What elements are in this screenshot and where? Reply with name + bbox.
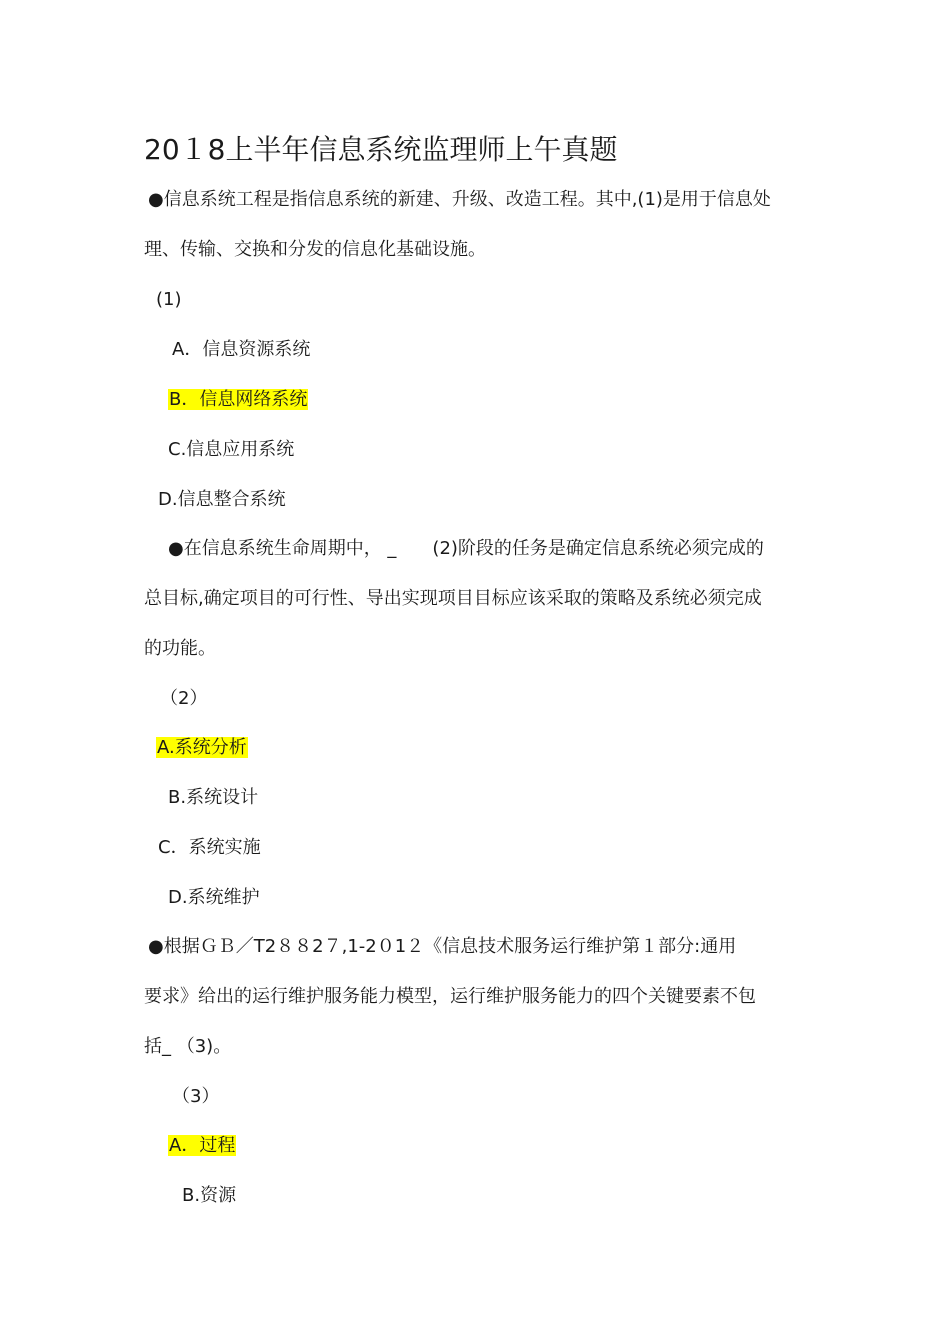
- q1-option-a: A．信息资源系统: [172, 339, 311, 360]
- q3-option-a-answer: A．过程: [169, 1135, 236, 1156]
- q2-option-c: C．系统实施: [158, 837, 261, 858]
- q3-stem-line-2: 要求》给出的运行维护服务能力模型，运行维护服务能力的四个关键要素不包: [144, 986, 756, 1007]
- q3-option-a-line: [168, 1133, 236, 1159]
- q2-number: （2）: [160, 688, 208, 709]
- q3-stem-line-3: 括_ （3)。: [144, 1036, 232, 1057]
- q1-stem-line-2: 理、传输、交换和分发的信息化基础设施。: [144, 239, 486, 260]
- q1-option-b-line: [168, 387, 308, 413]
- q1-stem-line-1: ●信息系统工程是指信息系统的新建、升级、改造工程。其中,(1)是用于信息处: [148, 189, 771, 210]
- q2-option-a-answer: A.系统分析: [157, 737, 247, 758]
- q2-stem-line-2: 总目标,确定项目的可行性、导出实现项目目标应该采取的策略及系统必须完成: [144, 588, 762, 609]
- q1-option-c: C.信息应用系统: [168, 439, 295, 460]
- q2-option-b: B.系统设计: [168, 787, 259, 808]
- q1-option-d: D.信息整合系统: [158, 489, 286, 510]
- q3-stem-line-1: ●根据ＧＢ／T2８８2７,1-2０1２《信息技术服务运行维护第１部分:通用: [148, 936, 737, 957]
- q3-number: （3）: [172, 1086, 220, 1107]
- q2-option-a-line: [156, 735, 248, 761]
- q2-stem-line-3: 的功能。: [144, 638, 216, 659]
- q1-number: (1): [156, 289, 182, 310]
- q1-option-b-answer: B．信息网络系统: [169, 389, 308, 410]
- q2-stem-line-1: ●在信息系统生命周期中， _ (2)阶段的任务是确定信息系统必须完成的: [168, 538, 764, 559]
- q2-option-d: D.系统维护: [168, 887, 260, 908]
- page-title: 20１8上半年信息系统监理师上午真题: [144, 133, 618, 166]
- q3-option-b: B.资源: [182, 1185, 237, 1206]
